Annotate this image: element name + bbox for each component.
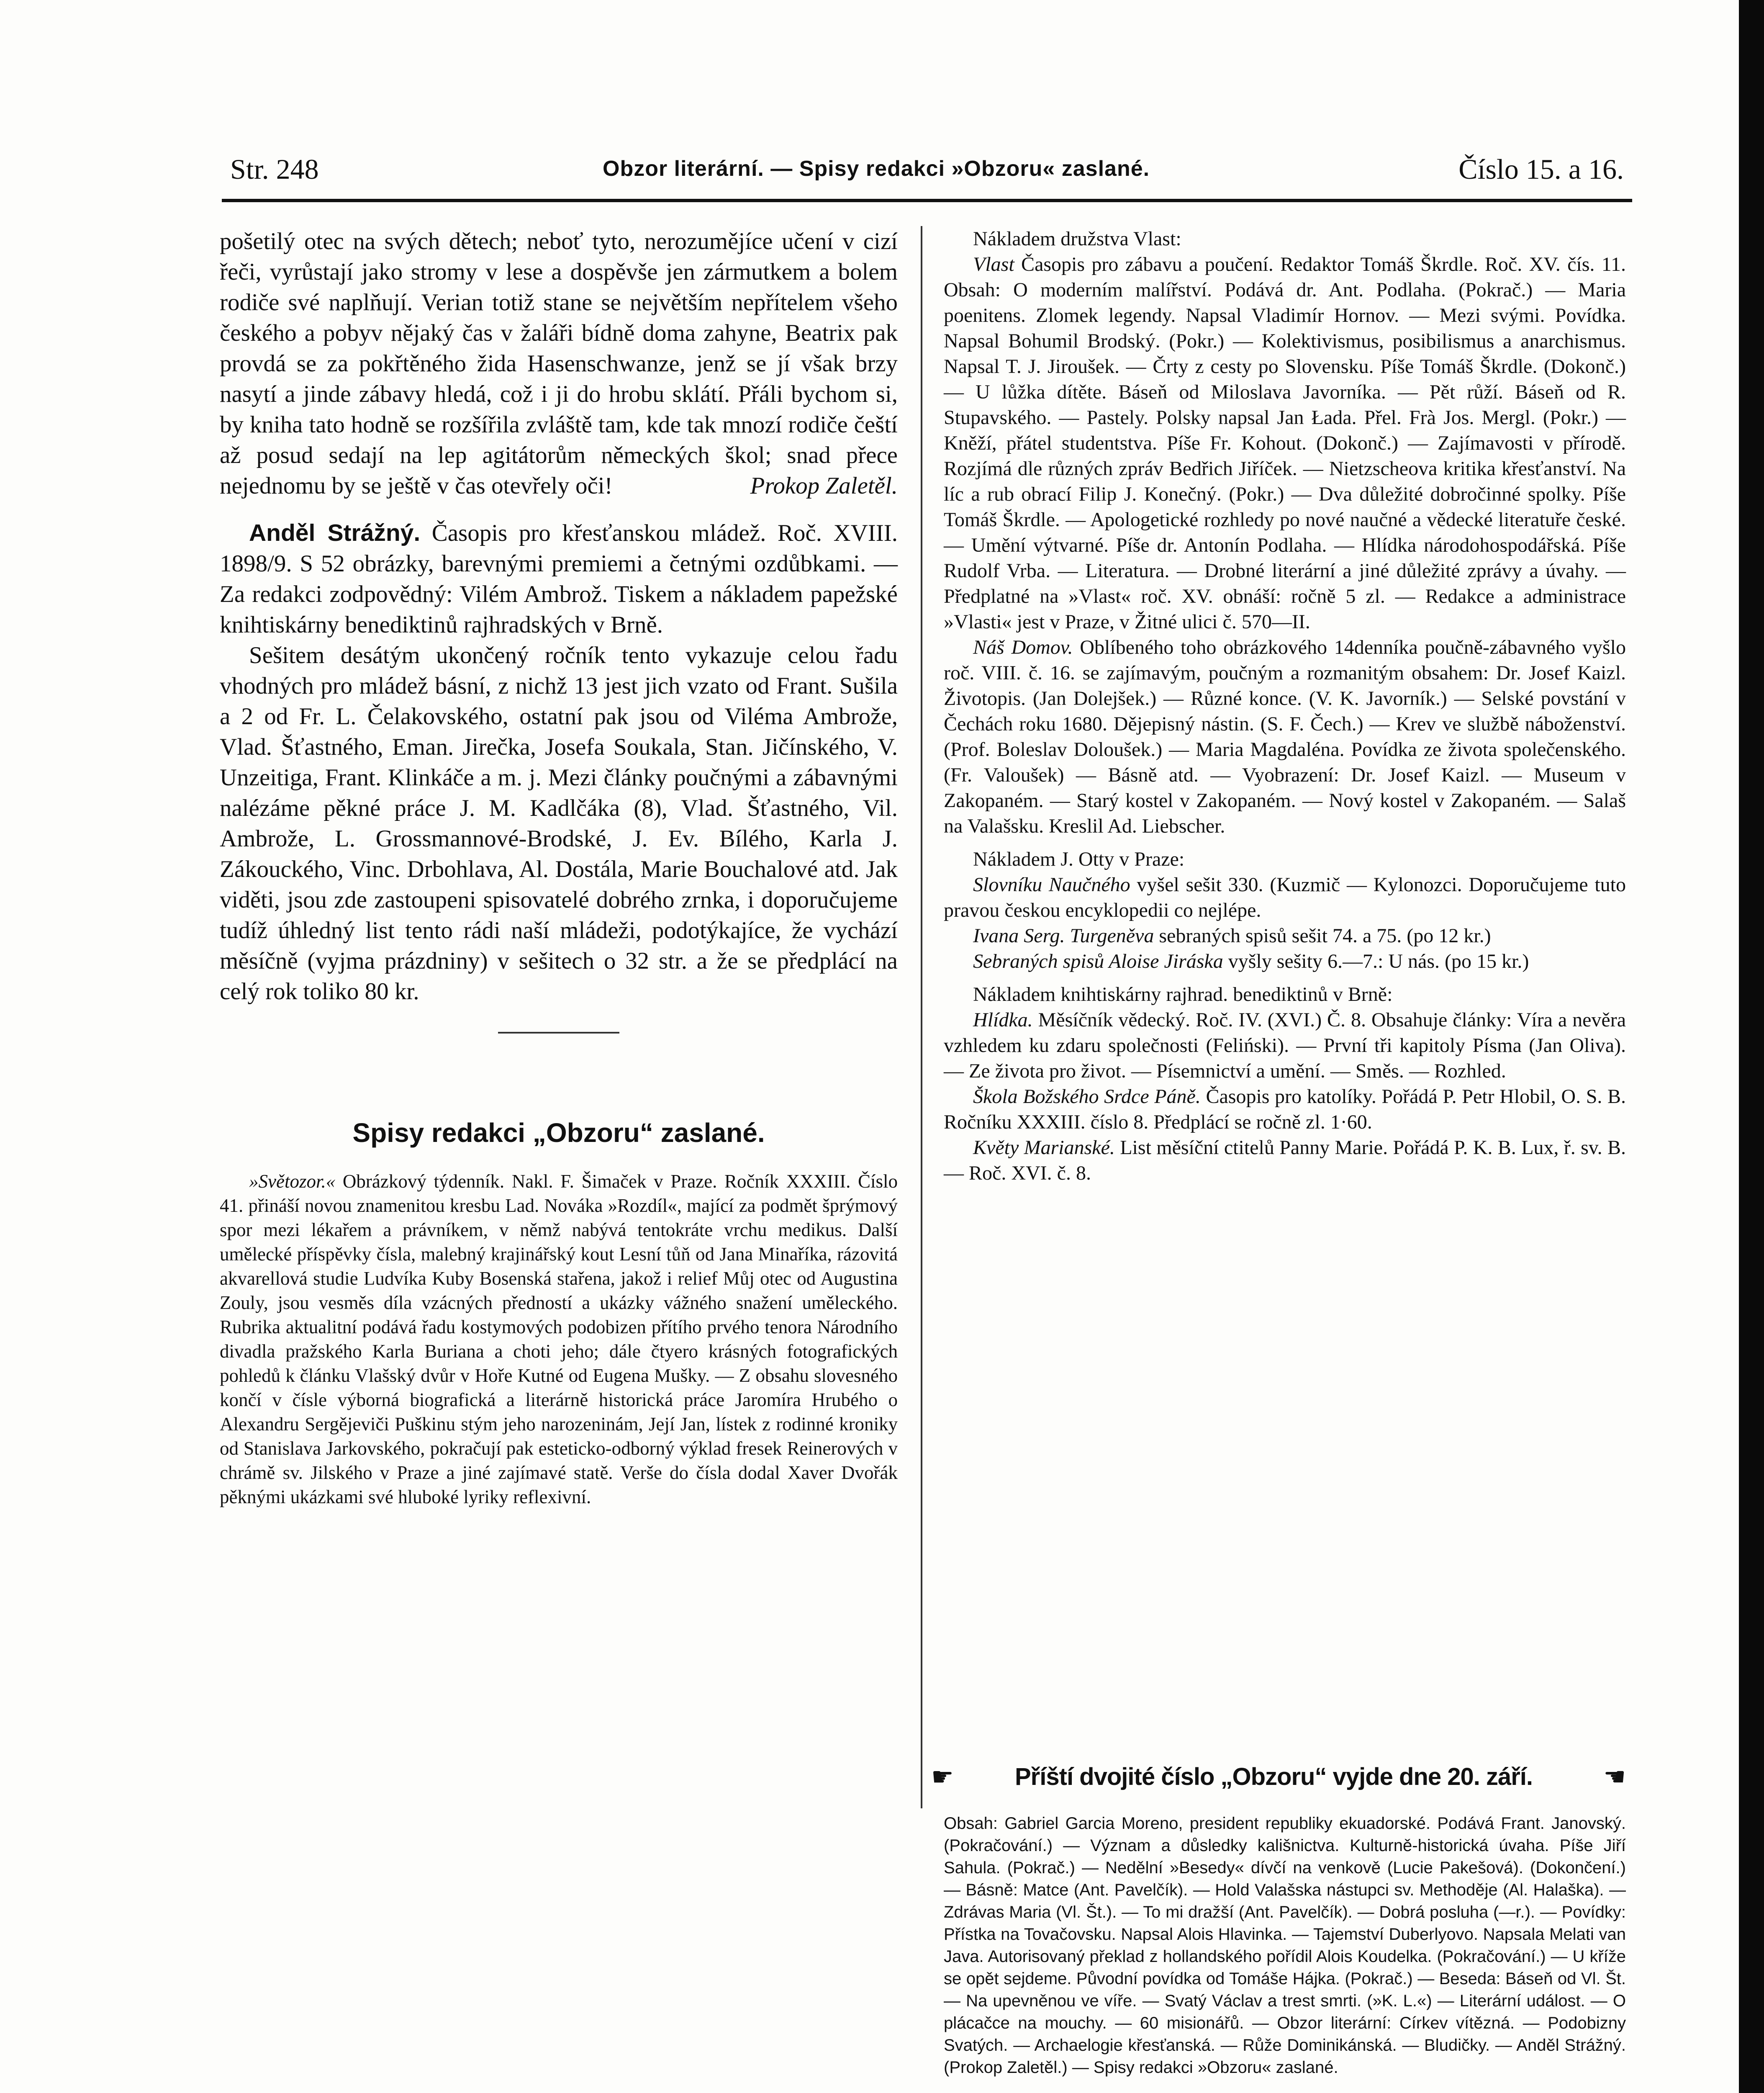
next-issue-banner bbox=[931, 1760, 1626, 1795]
nas-domov-entry: Náš Domov. Oblíbeného toho obrázkového 14denníka poučně-zábavného vyšlo roč. VIII. č. 16. se zajímavým, poučným a rozmanitým obsahem: Dr. Josef Kaizl. Životopis. (Jan Dolejšek.) — Různé konce. (V. K. Javorník.) — Selské povstání v Čechách roku 1680. Dějepisný nástin. (S. F. Čech.) — Krev ve službě náboženství. (Prof. Boleslav Doloušek.) — Maria Magdaléna. Povídka ze života společenského. (Fr. Valoušek) — Básně atd. — Vyobrazení: Dr. Josef Kaizl. — Museum v Zakopaném. — Starý kostel v Zakopaném. — Nový kostel v Zakopaném. — Salaš na Valašsku. Kreslil Ad. Liebscher. bbox=[944, 636, 1626, 837]
otty-publisher: Nákladem J. Otty v Praze: bbox=[973, 848, 1185, 870]
right-column bbox=[944, 226, 1626, 1186]
kvety-title: Květy Marianské. bbox=[973, 1136, 1115, 1159]
andel-strazny-review: Sešitem desátým ukončený ročník tento vykazuje celou řadu vhodných pro mládež básní, z nichž 13 jest jich vzato od Frant. Sušila a 2 od Fr. L. Čelakovského, ostatní pak jsou od Viléma Ambrože, Vlad. Šťastného, Eman. Jirečka, Josefa Soukala, Stan. Jičínského, V. Unzeitiga, Frant. Klinkáče a m. j. Mezi články poučnými a zábavnými nalézáme pěkné práce J. M. Kadlčáka (8), Vlad. Šťastného, Vil. Ambrože, L. Grossmannové-Brodské, J. Ev. Bílého, Karla J. Zákouckého, Vinc. Drbohlava, Al. Dostála, Marie Bouchalové atd. Jak viděti, jsou zde zastoupeni spisovatelé dobrého zrnka, i doporučujeme tudíž úhledný list tento rádi naší mládeži, podotýkajíce, že vychází měsíčně (vyjma prázdniny) v sešitech o 32 str. a že se předplácí na celý rok toliko 80 kr. bbox=[220, 642, 898, 1005]
section-divider bbox=[498, 1032, 619, 1034]
nas-domov-title: Náš Domov. bbox=[973, 636, 1073, 658]
svetozor-entry: »Světozor.« Obrázkový týdenník. Nakl. F. Šimaček v Praze. Ročník XXXIII. Číslo 41. přináší novou znamenitou kresbu Lad. Nováka »Rozdíl«, mající za podmět šprýmový spor mezi lékařem a právníkem, v němž nabývá tentokráte vrchu medikus. Další umělecké příspěvky čísla, malebný krajinářský kout Lesní tůň od Jana Minaříka, rázovitá akvarellová studie Ludvíka Kuby Bosenská stařena, jakož i relief Můj otec od Augustina Zouly, jsou vesměs díla vzácných předností a ukázky vážného snažení uměleckého. Rubrika aktualitní podává řadu kostymových podobizen přítího prvého tenora Národního divadla pražského Karla Buriana a choti jeho; dále čtyero krásných fotografických pohledů k článku Vlašský dvůr v Hoře Kutné od Eugena Mušky. — Z obsahu slovesného končí v čísle výborná biografická a literárně historická práce Jaromíra Hrubého o Alexandru Sergějeviči Puškinu stým jeho narozeninám, Její Jan, lístek z rodinné kroniky od Stanislava Jarkovského, pokračují pak esteticko-odborný výklad fresek Reinerových v chrámě sv. Jilského v Praze a jiné zajímavé statě. Verše do čísla dodal Xaver Dvořák pěknými ukázkami své hluboké lyriky reflexivní. bbox=[220, 1171, 898, 1507]
kvety-entry: Květy Marianské. List měsíční ctitelů Panny Marie. Pořádá P. K. B. Lux, ř. sv. B. — Roč. XVI. č. 8. bbox=[944, 1136, 1626, 1184]
section-title: Spisy redakci „Obzoru“ zaslané. bbox=[352, 1118, 765, 1148]
turgenev-title: Ivana Serg. Turgeněva bbox=[973, 925, 1154, 947]
running-title: Obzor literární. — Spisy redakci »Obzoru« zaslané. bbox=[603, 157, 1150, 181]
next-issue-notice: Příští dvojité číslo „Obzoru“ vyjde dne 20. září. bbox=[1015, 1763, 1533, 1790]
andel-strazny-entry: Anděl Strážný. Časopis pro křesťanskou mládež. Roč. XVIII. 1898/9. S 52 obrázky, barevnými premiemi a četnými ozdůbkami. — Za redakci zodpovědný: Vilém Ambrož. Tiskem a nákladem papežské knihtiskárny benediktinů rajhradských v Brně. bbox=[220, 519, 898, 638]
vlast-entry: Vlast Časopis pro zábavu a poučení. Redaktor Tomáš Škrdle. Roč. XV. čís. 11. Obsah: O moderním malířství. Podává dr. Ant. Podlaha. (Pokrač.) — Maria poenitens. Zlomek legendy. Napsal Vladimír Hornov. — Mezi svými. Povídka. Napsal Bohumil Brodský. (Pokr.) — Kolektivismus, posibilismus a anarchismus. Napsal T. J. Jiroušek. — Črty z cesty po Slovensku. Píše Tomáš Škrdle. (Dokonč.) — U lůžka dítěte. Báseň od Miloslava Javorníka. — Pět růží. Báseň od R. Stupavského. — Pastely. Polsky napsal Jan Łada. Přel. Frà Jos. Mergl. (Pokr.) — Kněží, přátel studentstva. Píše Fr. Kohout. (Dokonč.) — Zajímavosti v přírodě. Rozjímá dle různých zpráv Bedřich Jiříček. — Nietzscheova kritika křesťanství. Na líc a rub obrací Filip J. Konečný. (Pokr.) — Dva důležité dobročinné spolky. Píše Tomáš Škrdle. — Apologetické rozhledy po nové naučné a vědecké literatuře české. — Umění výtvarné. Píše dr. Antonín Podlaha. — Hlídka národohospodářská. Píše Rudolf Vrba. — Literatura. — Drobné literární a jiné důležité zprávy a úvahy. — Předplatné na »Vlast« roč. XV. obnáší: ročně 5 zl. — Redakce a administrace »Vlasti« jest v Praze, v Žitné ulici č. 570—II. bbox=[944, 253, 1626, 633]
column-separator bbox=[921, 226, 922, 1808]
turgenev-entry: Ivana Serg. Turgeněva sebraných spisů sešit 74. a 75. (po 12 kr.) bbox=[973, 925, 1491, 947]
vlast-title: Vlast bbox=[973, 253, 1014, 275]
slovnik-title: Slovníku Naučného bbox=[973, 874, 1130, 896]
page-header bbox=[230, 144, 1624, 195]
pointing-hand-left-icon: ☚ bbox=[1603, 1762, 1626, 1792]
vlast-publisher: Nákladem družstva Vlast: bbox=[973, 228, 1181, 250]
page-number: Str. 248 bbox=[230, 153, 319, 185]
skola-title: Škola Božského Srdce Páně. bbox=[973, 1085, 1201, 1108]
jirasek-title: Sebraných spisů Aloise Jiráska bbox=[973, 950, 1223, 972]
review-signature: Prokop Zaletěl. bbox=[750, 473, 898, 499]
contents-text: Obsah: Gabriel Garcia Moreno, president republiky ekuadorské. Podává Frant. Janovský. (Pokračování.) — Význam a důsledky kališnictva. Kulturně-historická úvaha. Píše Jiří Sahula. (Pokrač.) — Nedělní »Besedy« dívčí na venkově (Lucie Pakešová). (Dokončení.) — Básně: Matce (Ant. Pavelčík). — Hold Valašska nástupci sv. Methoděje (Al. Halaška). — Zdrávas Maria (Vl. Št.). — To mi dražší (Ant. Pavelčík). — Dobrá posluha (—r.). — Povídky: Přístka na Tovačovsku. Napsal Alois Hlavinka. — Tajemství Duberlyovo. Napsala Melati van Java. Autorisovaný překlad z hollandského pořídil Alois Koudelka. (Pokračování.) — U kříže se opět sejdeme. Původní povídka od Tomáše Hájka. (Pokrač.) — Beseda: Báseň od Vl. Št. — Na upevněnou ve víře. — Svatý Václav a trest smrti. (»K. L.«) — Literární událost. — O plácačce na mouchy. — 60 misionářů. — Obzor literární: Církev vítězná. — Podobizny Svatých. — Archaelogie křesťanská. — Růže Dominikánská. — Bludičky. — Anděl Strážný. (Prokop Zaletěl.) — Spisy redakci »Obzoru« zaslané. bbox=[944, 1814, 1626, 2077]
hlidka-title: Hlídka. bbox=[973, 1009, 1033, 1031]
scan-border bbox=[1739, 0, 1764, 2093]
andel-strazny-title: Anděl Strážný. bbox=[249, 519, 421, 546]
hlidka-entry: Hlídka. Měsíčník vědecký. Roč. IV. (XVI.) Č. 8. Obsahuje články: Víra a nevěra vzhledem ku zdaru společnosti (Feliński). — První tři kapitoly Písma (Jan Oliva). — Ze života pro život. — Písemnictví a umění. — Směs. — Rozhled. bbox=[944, 1009, 1626, 1082]
table-of-contents bbox=[944, 1813, 1626, 2079]
benediktin-publisher: Nákladem knihtiskárny rajhrad. benediktinů v Brně: bbox=[973, 983, 1393, 1005]
svetozor-title: »Světozor.« bbox=[249, 1171, 336, 1192]
left-column bbox=[220, 226, 898, 1509]
header-rule bbox=[222, 199, 1632, 202]
skola-entry: Škola Božského Srdce Páně. Časopis pro katolíky. Pořádá P. Petr Hlobil, O. S. B. Ročníku XXXIII. číslo 8. Předplácí se ročně zl. 1·60. bbox=[944, 1085, 1626, 1133]
issue-number: Číslo 15. a 16. bbox=[1458, 153, 1624, 185]
review-paragraph: pošetilý otec na svých dětech; neboť tyto, nerozumějíce učení v cizí řeči, vyrůstají jako stromy v lese a dospěvše jen zármutkem a bolem rodiče své naplňují. Verian totiž stane se největším nepřítelem všeho českého a pobyv nějaký čas v žaláři bídně doma zahyne, Beatrix pak provdá se za pokřtěného žida Hasenschwanze, jenž se jí však brzy nasytí a jinde zábavy hledá, což i ji do hrobu sklátí. Přáli bychom si, by kniha tato hodně se rozšířila zvláště tam, kde tak mnozí rodiče čeští až posud sedají na lep agitátorům německých škol; snad přece nejednomu by se ještě v čas otevřely oči! Prokop Zaletěl. bbox=[220, 226, 898, 501]
jirasek-entry: Sebraných spisů Aloise Jiráska vyšly sešity 6.—7.: U nás. (po 15 kr.) bbox=[973, 950, 1529, 972]
slovnik-entry: Slovníku Naučného vyšel sešit 330. (Kuzmič — Kylonozci. Doporučujeme tuto pravou českou encyklopedii co nejlépe. bbox=[944, 874, 1626, 921]
pointing-hand-right-icon: ☛ bbox=[931, 1762, 954, 1792]
